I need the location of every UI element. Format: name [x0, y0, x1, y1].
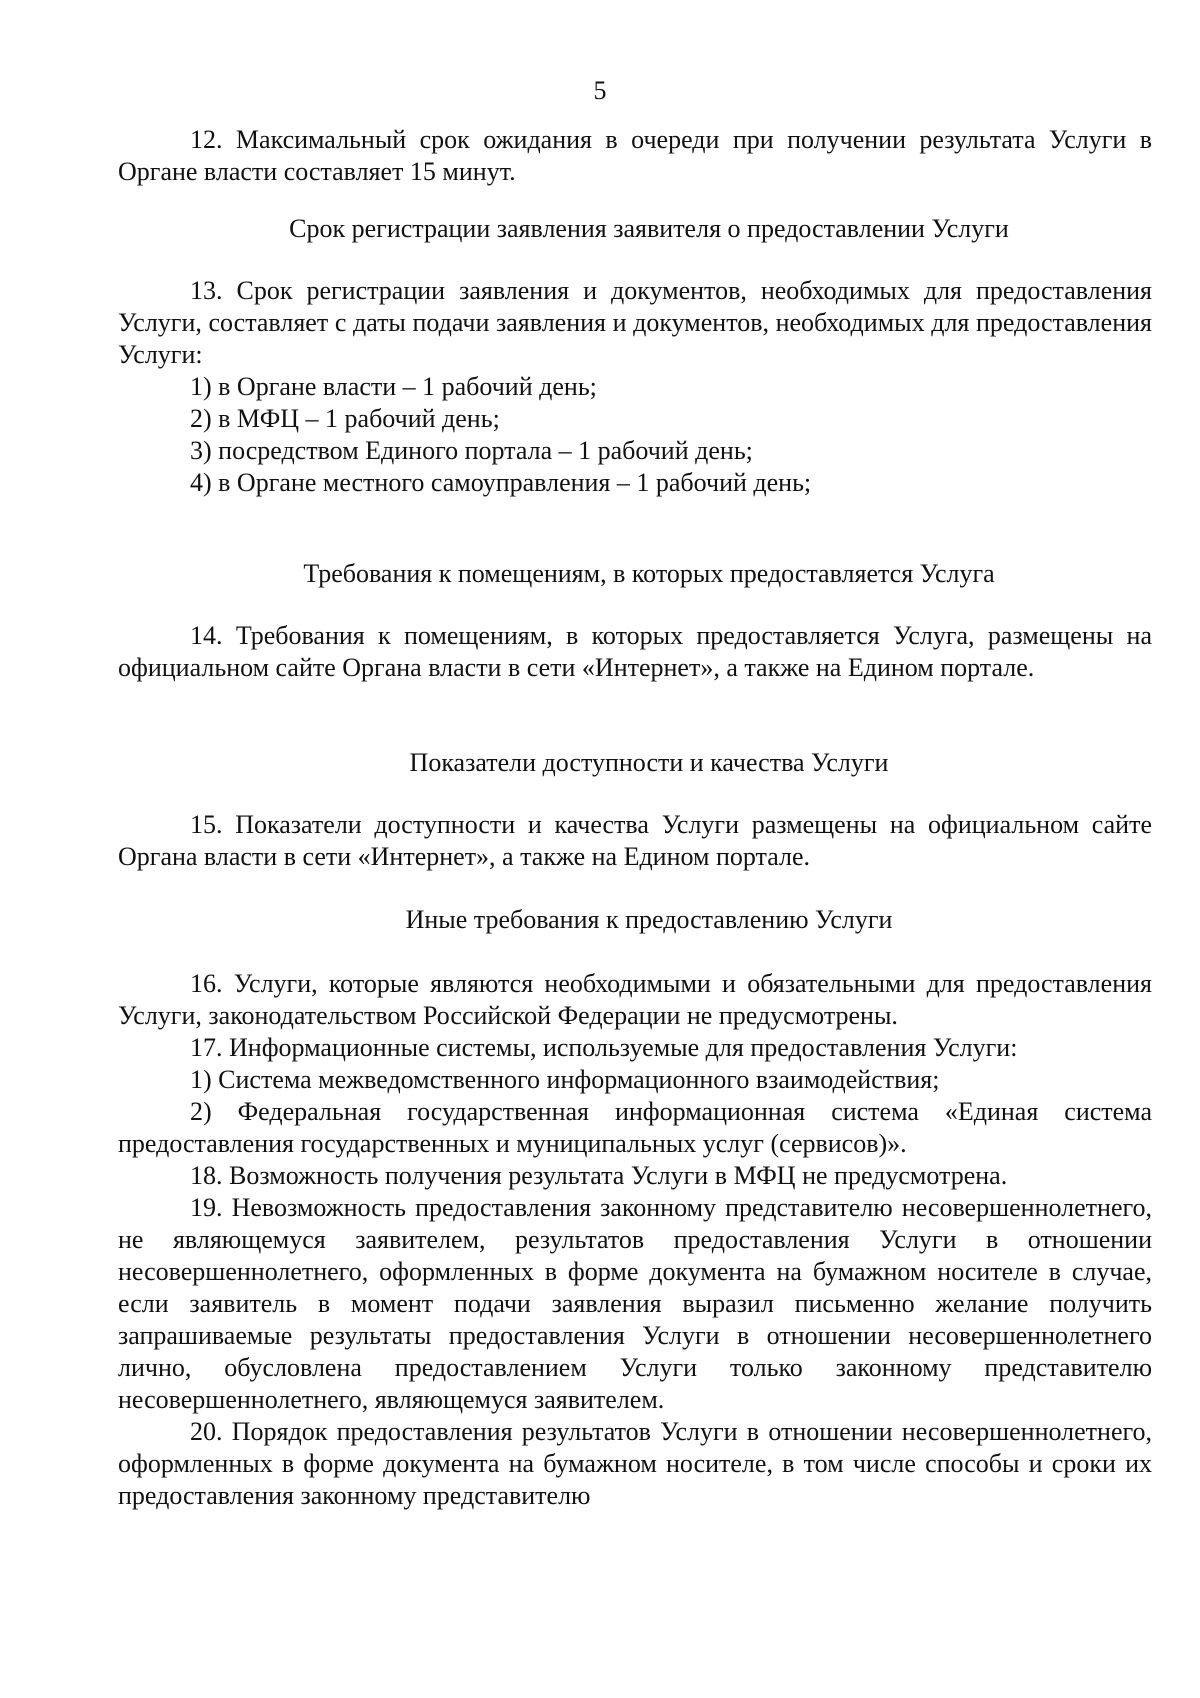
paragraph-13-item-4: 4) в Органе местного самоуправления – 1 рабочий день;	[190, 468, 812, 497]
heading-registration-term-container	[118, 213, 1152, 245]
section-13-container	[118, 275, 1152, 499]
paragraph-17: 17. Информационные системы, используемые для предоставления Услуги:	[190, 1033, 1018, 1062]
paragraph-14: 14. Требования к помещениям, в которых предоставляется Услуга, размещены на официальном сайте Органа власти в сети «Интернет», а также на Едином портале.	[118, 621, 1152, 682]
paragraph-19: 19. Невозможность предоставления законному представителю несовершеннолетнего, не являющемуся заявителем, результатов предоставления Услуги в отношении несовершеннолетнего, оформленных в форме документа на бумажном носителе в случае, если заявитель в момент подачи заявления выразил письменно желание получить запрашиваемые результаты предоставления Услуги в отношении несовершеннолетнего лично, обусловлена предоставлением Услуги только законному представителю несовершеннолетнего, являющемуся заявителем.	[118, 1193, 1152, 1414]
paragraph-13-item-3: 3) посредством Единого портала – 1 рабочий день;	[190, 436, 753, 465]
paragraph-20: 20. Порядок предоставления результатов Услуги в отношении несовершеннолетнего, оформленных в форме документа на бумажном носителе, в том числе способы и сроки их предоставления законному представителю	[118, 1417, 1152, 1510]
heading-registration-term: Срок регистрации заявления заявителя о предоставлении Услуги	[289, 214, 1009, 243]
page-number: 5	[593, 76, 607, 105]
paragraph-13: 13. Срок регистрации заявления и документов, необходимых для предоставления Услуги, составляет с даты подачи заявления и документов, необходимых для предоставления Услуги:	[118, 276, 1152, 369]
paragraph-12-container	[118, 124, 1152, 188]
paragraph-14-container	[118, 620, 1152, 684]
paragraph-15-container	[118, 809, 1152, 873]
heading-quality: Показатели доступности и качества Услуги	[409, 748, 889, 777]
paragraph-12: 12. Максимальный срок ожидания в очереди при получении результата Услуги в Органе власти составляет 15 минут.	[118, 125, 1152, 186]
heading-premises-container	[118, 558, 1152, 590]
paragraph-13-item-1: 1) в Органе власти – 1 рабочий день;	[190, 372, 597, 401]
paragraph-13-item-2: 2) в МФЦ – 1 рабочий день;	[190, 404, 500, 433]
paragraph-16: 16. Услуги, которые являются необходимыми и обязательными для предоставления Услуги, законодательством Российской Федерации не предусмотрены.	[118, 969, 1152, 1030]
heading-quality-container	[118, 747, 1152, 779]
paragraph-15: 15. Показатели доступности и качества Услуги размещены на официальном сайте Органа власти в сети «Интернет», а также на Едином портале.	[118, 810, 1152, 871]
heading-other-requirements-container	[118, 904, 1152, 936]
paragraph-18: 18. Возможность получения результата Услуги в МФЦ не предусмотрена.	[190, 1161, 1008, 1190]
paragraph-17-item-1: 1) Система межведомственного информационного взаимодействия;	[190, 1065, 940, 1094]
heading-other-requirements: Иные требования к предоставлению Услуги	[405, 905, 893, 934]
paragraph-17-item-2: 2) Федеральная государственная информационная система «Единая система предоставления государственных и муниципальных услуг (сервисов)».	[118, 1097, 1152, 1158]
heading-premises: Требования к помещениям, в которых предоставляется Услуга	[303, 559, 995, 588]
section-16-20-container	[118, 968, 1152, 1512]
